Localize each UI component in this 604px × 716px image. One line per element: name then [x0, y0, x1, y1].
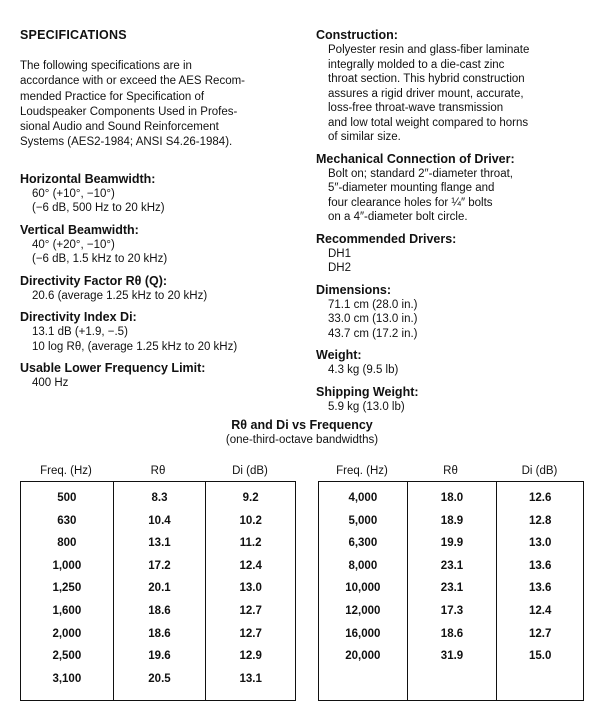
section-heading: Mechanical Connection of Driver: [316, 151, 515, 166]
section-line: (−6 dB, 1.5 kHz to 20 kHz) [32, 253, 168, 266]
table-body [20, 481, 296, 701]
di-cell: 13.6 [528, 559, 552, 572]
r-theta-cell: 18.6 [440, 627, 464, 640]
left-column [20, 28, 300, 398]
freq-cell: 12,000 [345, 605, 381, 617]
recommended-drivers-section [316, 232, 596, 276]
section-line: loss-free throat-wave transmission [328, 102, 504, 114]
freq-cell: 1,250 [52, 582, 82, 595]
table-header [20, 453, 296, 477]
freq-cell: 2,500 [52, 650, 82, 663]
section-line: (−6 dB, 500 Hz to 20 kHz) [32, 202, 165, 215]
lower-frequency-limit-section [20, 361, 300, 391]
r-theta-cell: 13.1 [148, 537, 171, 550]
freq-cell: 5,000 [348, 514, 378, 527]
table-body [318, 481, 584, 701]
section-line: Polyester resin and glass-fiber laminate [328, 44, 530, 56]
section-line: integrally molded to a die-cast zinc [328, 58, 505, 71]
r-theta-column [114, 482, 207, 700]
di-cell: 13.6 [528, 582, 552, 595]
section-heading: Directivity Index Di: [20, 310, 137, 325]
section-line: 71.1 cm (28.0 in.) [328, 298, 418, 311]
section-line: DH1 [328, 247, 352, 260]
intro-paragraph [20, 59, 300, 151]
r-theta-cell: 18.0 [440, 492, 464, 504]
freq-cell: 8,000 [348, 559, 378, 572]
freq-cell: 6,300 [348, 537, 378, 550]
section-line: on a 4″-diameter bolt circle. [328, 211, 468, 223]
intro-line: sional Audio and Sound Reinforcement [20, 121, 219, 134]
section-heading: Weight: [316, 348, 362, 362]
section-heading: Horizontal Beamwidth: [20, 171, 156, 186]
r-theta-cell: 8.3 [151, 492, 168, 504]
di-cell: 11.2 [239, 537, 262, 550]
freq-cell: 800 [57, 537, 77, 550]
freq-cell: 20,000 [345, 650, 381, 663]
freq-column [21, 482, 114, 700]
di-cell: 12.4 [239, 559, 262, 572]
r-theta-cell: 23.1 [440, 582, 464, 595]
weight-section [316, 348, 596, 378]
section-line: 400 Hz [32, 377, 69, 390]
table-subtitle: (one-third-octave bandwidths) [225, 434, 379, 446]
intro-line: accordance with or exceed the AES Recom- [20, 75, 246, 88]
r-theta-cell: 19.9 [440, 537, 464, 550]
r-theta-cell: 19.6 [148, 650, 171, 663]
table-title: Rθ and Di vs Frequency [231, 418, 373, 432]
freq-cell: 2,000 [52, 627, 82, 640]
di-cell: 9.2 [242, 492, 259, 504]
section-line: assures a rigid driver mount, accurate, [328, 87, 524, 100]
section-line: Bolt on; standard 2″-diameter throat, [328, 167, 513, 180]
freq-cell: 16,000 [345, 627, 381, 640]
freq-cell: 1,000 [52, 559, 82, 572]
header-r-theta: Rθ [443, 465, 458, 477]
r-theta-cell: 10.4 [148, 514, 171, 527]
di-cell: 10.2 [239, 514, 262, 527]
section-line: 20.6 (average 1.25 kHz to 20 kHz) [32, 289, 208, 302]
dimensions-section [316, 283, 596, 342]
r-theta-cell: 20.5 [148, 672, 171, 685]
di-cell: 12.4 [528, 605, 552, 617]
di-cell: 12.6 [528, 492, 552, 504]
intro-line: Systems (AES2-1984; ANSI S4.26-1984). [20, 136, 233, 149]
directivity-index-section [20, 310, 300, 354]
section-heading: Dimensions: [316, 282, 392, 297]
section-line: 40° (+20°, −10°) [32, 238, 115, 251]
di-cell: 12.7 [239, 605, 262, 617]
r-theta-cell: 18.6 [148, 627, 171, 640]
r-theta-column [408, 482, 498, 700]
section-line: four clearance holes for ¼″ bolts [328, 196, 493, 209]
section-line: 5″-diameter mounting flange and [328, 182, 495, 194]
header-di: Di (dB) [521, 465, 558, 477]
di-cell: 13.0 [528, 537, 552, 550]
r-theta-cell: 17.2 [148, 559, 171, 572]
di-cell: 13.0 [239, 582, 262, 595]
freq-cell: 1,600 [52, 605, 82, 617]
intro-line: Loudspeaker Components Used in Profes- [20, 105, 238, 118]
vertical-beamwidth-section [20, 223, 300, 267]
r-theta-cell: 18.9 [440, 514, 464, 527]
section-line: and low total weight compared to horns [328, 116, 529, 129]
header-freq: Freq. (Hz) [336, 465, 388, 477]
section-line: 43.7 cm (17.2 in.) [328, 327, 418, 340]
r-theta-cell: 17.3 [440, 605, 464, 617]
section-line: DH2 [328, 262, 352, 274]
table-header [318, 453, 584, 477]
section-line: of similar size. [328, 131, 401, 143]
section-line: 10 log Rθ, (average 1.25 kHz to 20 kHz) [32, 340, 238, 353]
intro-line: mended Practice for Specification of [20, 90, 205, 103]
freq-cell: 4,000 [348, 492, 378, 504]
table-caption [0, 418, 604, 447]
section-heading: Recommended Drivers: [316, 231, 457, 246]
section-heading: Usable Lower Frequency Limit: [20, 361, 206, 376]
right-column [316, 28, 596, 421]
section-line: 60° (+10°, −10°) [32, 187, 115, 200]
section-line: 4.3 kg (9.5 lb) [328, 364, 399, 376]
mechanical-connection-section [316, 152, 596, 225]
di-cell: 12.7 [528, 627, 552, 640]
di-cell: 12.7 [239, 627, 262, 640]
r-theta-cell: 20.1 [148, 582, 171, 595]
section-line: 33.0 cm (13.0 in.) [328, 313, 418, 325]
di-column [497, 482, 583, 700]
construction-section [316, 28, 596, 145]
section-heading: Shipping Weight: [316, 384, 419, 399]
section-line: 13.1 dB (+1.9, −.5) [32, 326, 128, 339]
intro-line: The following specifications are in [20, 60, 192, 72]
shipping-weight-section [316, 385, 596, 415]
section-line: throat section. This hybrid construction [328, 73, 525, 85]
header-di: Di (dB) [232, 465, 268, 477]
di-cell: 13.1 [239, 672, 262, 685]
frequency-table-left [20, 453, 296, 701]
freq-cell: 10,000 [345, 582, 381, 595]
di-cell: 15.0 [528, 650, 552, 663]
freq-cell: 3,100 [52, 672, 82, 685]
freq-cell: 630 [57, 514, 77, 527]
r-theta-cell: 18.6 [148, 605, 171, 617]
section-heading: Construction: [316, 28, 398, 42]
r-theta-cell: 31.9 [440, 650, 464, 663]
section-line: 5.9 kg (13.0 lb) [328, 400, 405, 413]
section-heading: Directivity Factor Rθ (Q): [20, 273, 168, 288]
directivity-factor-section [20, 274, 300, 304]
freq-column [319, 482, 408, 700]
di-column [206, 482, 295, 700]
header-r-theta: Rθ [150, 465, 166, 477]
di-cell: 12.8 [528, 514, 552, 527]
section-heading: Vertical Beamwidth: [20, 222, 139, 237]
page-title: SPECIFICATIONS [20, 28, 127, 42]
r-theta-cell: 23.1 [440, 559, 464, 572]
freq-cell: 500 [57, 492, 77, 504]
di-cell: 12.9 [239, 650, 262, 663]
horizontal-beamwidth-section [20, 172, 300, 216]
header-freq: Freq. (Hz) [40, 465, 92, 477]
frequency-table-right [318, 453, 584, 701]
